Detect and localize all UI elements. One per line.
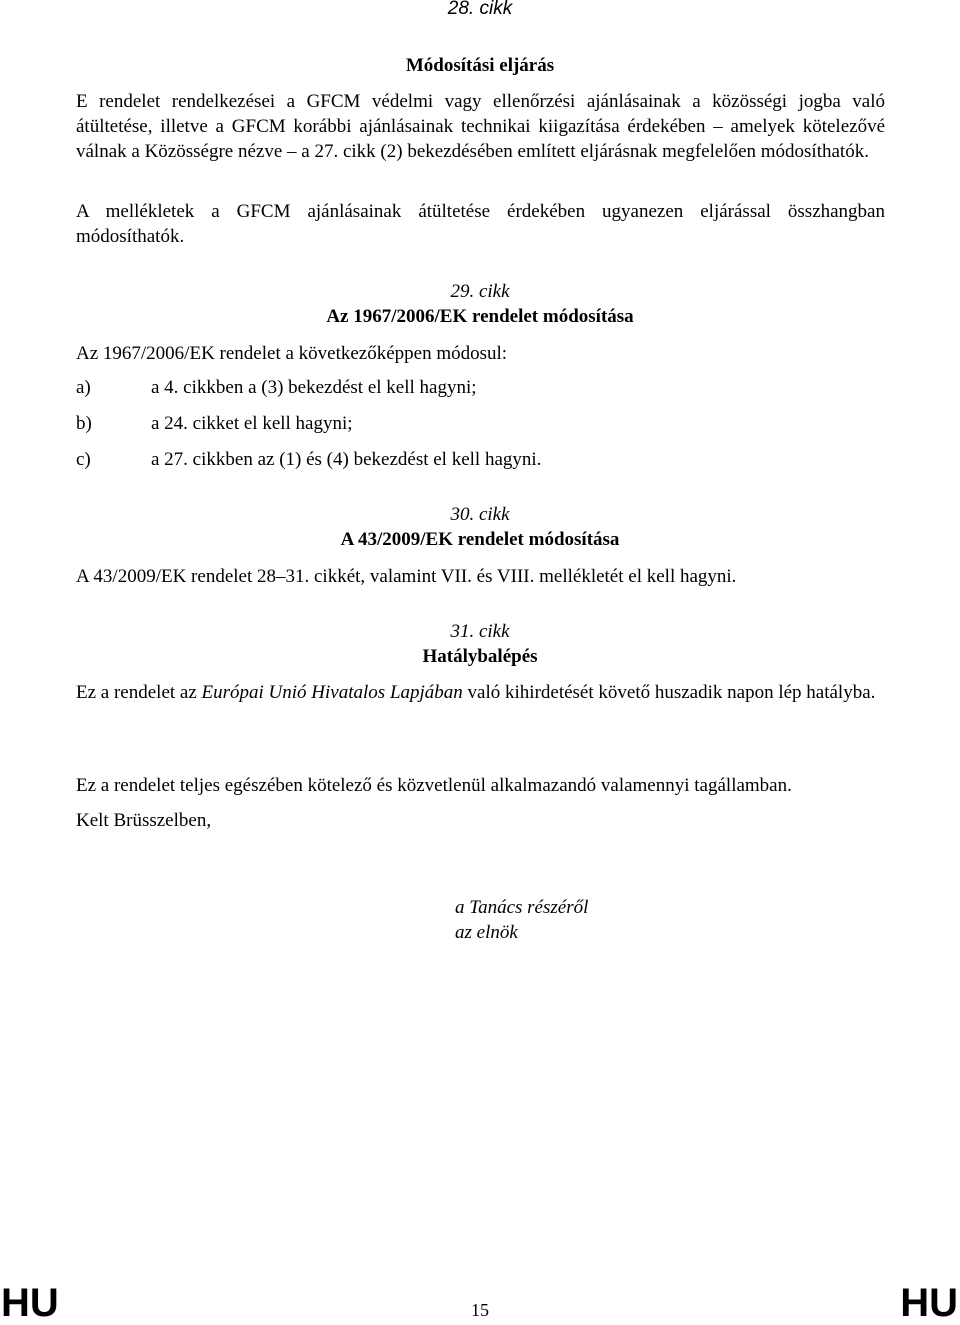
list-item-text: a 4. cikkben a (3) bekezdést el kell hagyni; — [151, 377, 477, 398]
list-item-text: a 24. cikket el kell hagyni; — [151, 413, 353, 434]
official-journal-title: Európai Unió Hivatalos Lapjában — [201, 682, 463, 703]
article-29-intro: Az 1967/2006/EK rendelet a következőképpen módosul: — [76, 343, 508, 364]
list-item-label: a) — [76, 377, 91, 398]
signature-line-2: az elnök — [455, 922, 518, 943]
article-28-title: Módosítási eljárás — [405, 55, 555, 76]
article-31-paragraph — [76, 680, 885, 705]
list-item-label: c) — [76, 449, 91, 470]
place-of-signature: Kelt Brüsszelben, — [76, 810, 212, 831]
article-30-title: A 43/2009/EK rendelet módosítása — [340, 529, 620, 550]
page-number: 15 — [471, 1300, 489, 1320]
article-31-number: 31. cikk — [450, 621, 510, 642]
signature-line-1: a Tanács részéről — [455, 897, 589, 918]
article-29-number: 29. cikk — [450, 281, 510, 302]
article-31-text-after: való kihirdetését követő huszadik napon lép hatályba. — [462, 682, 876, 703]
list-item-label: b) — [76, 413, 92, 434]
article-30-number: 30. cikk — [450, 504, 510, 525]
article-28-number: 28. cikk — [447, 0, 513, 19]
footer-language-right: HU — [900, 1281, 958, 1325]
article-31-text-before: Ez a rendelet az — [76, 682, 202, 703]
article-30-text: A 43/2009/EK rendelet 28–31. cikkét, valamint VII. és VIII. mellékletét el kell hagyni. — [76, 566, 737, 587]
footer-language-left: HU — [1, 1281, 59, 1325]
article-31-title: Hatálybalépés — [422, 646, 538, 667]
article-29-title: Az 1967/2006/EK rendelet módosítása — [326, 306, 634, 327]
article-28-paragraph-2: A mellékletek a GFCM ajánlásainak átültetése érdekében ugyanezen eljárással összhangban módosíthatók. — [76, 201, 885, 247]
list-item-text: a 27. cikkben az (1) és (4) bekezdést el kell hagyni. — [151, 449, 542, 470]
binding-statement: Ez a rendelet teljes egészében kötelező és közvetlenül alkalmazandó valamennyi tagállamban. — [76, 775, 792, 796]
article-28-paragraph-1: E rendelet rendelkezései a GFCM védelmi vagy ellenőrzési ajánlásainak a közösségi jogba való átültetése, illetve a GFCM korábbi ajánlásainak technikai kiigazítása érdekében – amelyek kötelezővé válnak a Közösségre nézve – a 27. cikk (2) bekezdésében említett eljárásnak megfelelően módosíthatók. — [76, 91, 885, 162]
